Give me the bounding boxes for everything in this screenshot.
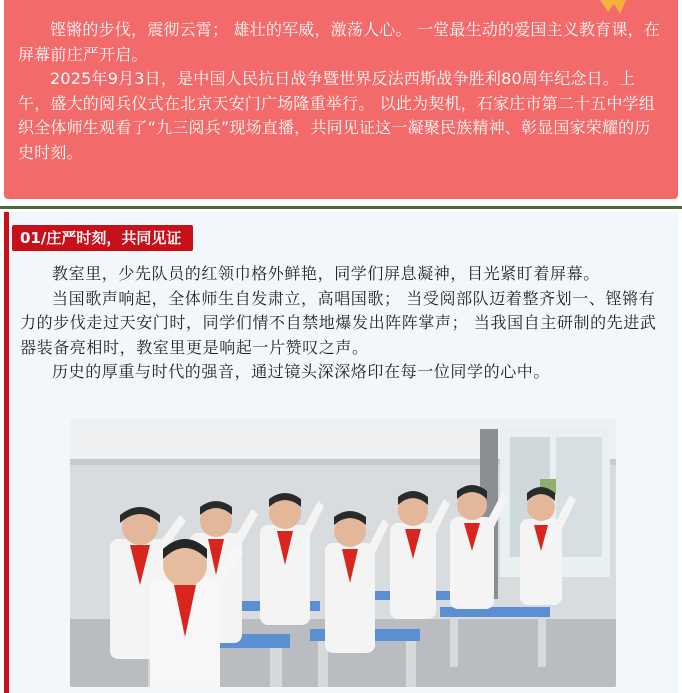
- ribbon-ornament-icon: [598, 0, 628, 16]
- body-paragraph: 当国歌声响起，全体师生自发肃立，高唱国歌； 当受阅部队迈着整齐划一、铿锵有力的步伐走过天安门时，同学们情不自禁地爆发出阵阵掌声； 当我国自主研制的先进武器装备亮相时，教室里更是响起一片赞叹之声。: [20, 288, 657, 357]
- intro-paragraph: 2025年9月3日，是中国人民抗日战争暨世界反法西斯战争胜利80周年纪念日。上午，盛大的阅兵仪式在北京天安门广场隆重举行。 以此为契机，石家庄市第二十五中学组织全体师生观看了“九三阅兵”现场直播，共同见证这一凝聚民族精神、彰显国家荣耀的历史时刻。: [18, 69, 656, 162]
- section-body: [20, 262, 668, 385]
- divider: [0, 206, 682, 209]
- intro-block: [4, 0, 678, 199]
- classroom-photo: [70, 419, 616, 687]
- body-paragraph: 历史的厚重与时代的强音，通过镜头深深烙印在每一位同学的心中。: [52, 362, 551, 381]
- section-title: 01/庄严时刻，共同见证: [12, 225, 193, 251]
- intro-paragraph: 铿锵的步伐，震彻云霄； 雄壮的军威，激荡人心。 一堂最生动的爱国主义教育课，在屏幕前庄严开启。: [18, 20, 660, 64]
- classroom-photo-illustration: [70, 419, 616, 687]
- body-paragraph: 教室里，少先队员的红领巾格外鲜艳，同学们屏息凝神，目光紧盯着屏幕。: [52, 264, 600, 283]
